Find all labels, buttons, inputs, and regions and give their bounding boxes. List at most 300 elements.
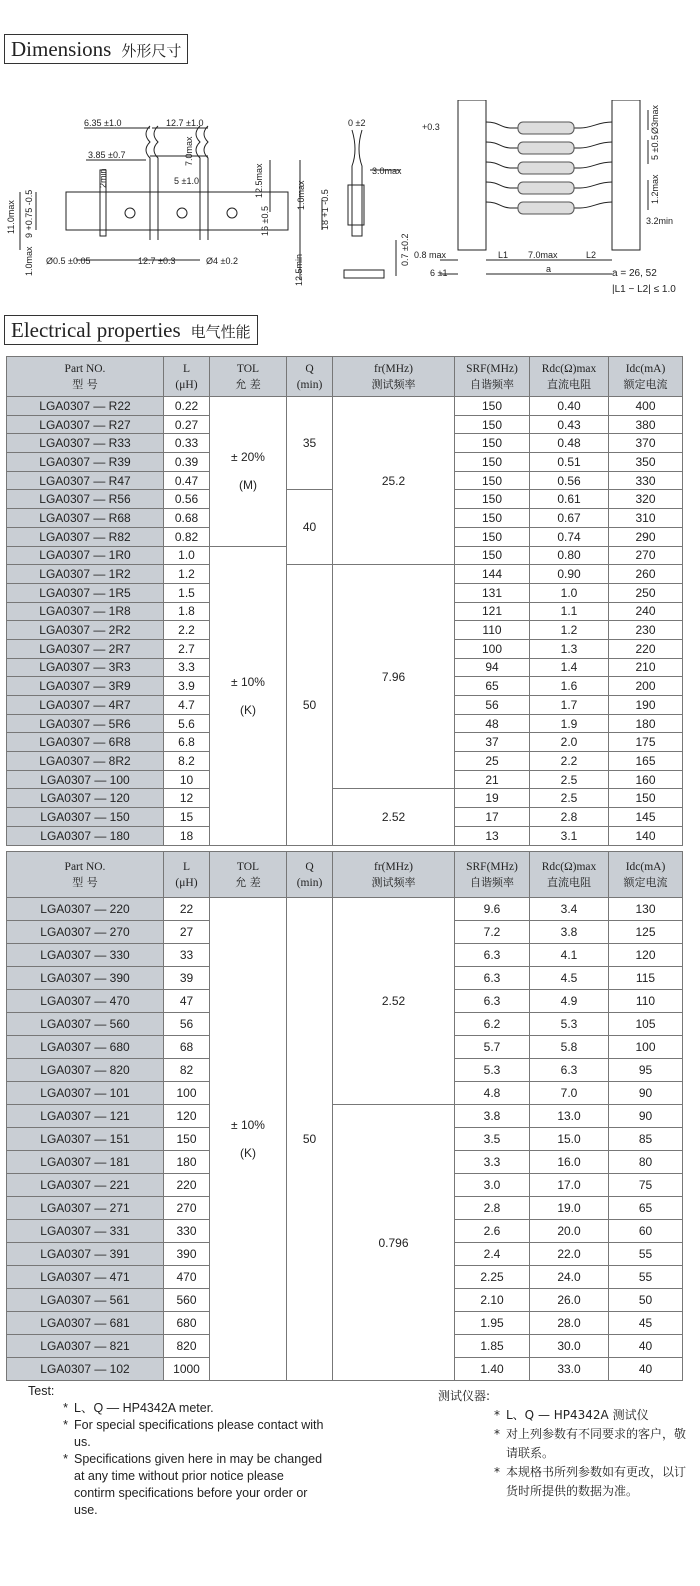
srf: 2.8 — [455, 1197, 530, 1220]
srf: 150 — [455, 453, 530, 472]
rdc: 15.0 — [530, 1128, 609, 1151]
part-number: LGA0307 — R39 — [7, 453, 164, 472]
part-number: LGA0307 — 271 — [7, 1197, 164, 1220]
tolerance-value: ± 10% — [231, 674, 265, 689]
col-rdc: Rdc(Ω)max 直流电阻 — [530, 852, 609, 898]
rdc: 20.0 — [530, 1220, 609, 1243]
table-row — [7, 1105, 683, 1128]
q-min — [287, 898, 333, 1381]
rdc: 24.0 — [530, 1266, 609, 1289]
table-row — [7, 565, 683, 584]
rdc: 3.8 — [530, 921, 609, 944]
test-frequency-value: 2.52 — [381, 809, 406, 824]
dim-label: L1 — [498, 250, 509, 260]
idc: 350 — [609, 453, 683, 472]
rdc: 1.4 — [530, 658, 609, 677]
test-frequency — [333, 789, 455, 845]
tolerance — [210, 898, 287, 1381]
srf: 150 — [455, 415, 530, 434]
idc: 330 — [609, 471, 683, 490]
idc: 145 — [609, 808, 683, 827]
dim-label: 12.7 ±1.0 — [166, 118, 204, 128]
dimensions-title-en: Dimensions — [11, 37, 112, 61]
dim-label: 12.7 ±0.3 — [138, 256, 176, 266]
inductance: 10 — [164, 770, 210, 789]
idc: 180 — [609, 714, 683, 733]
inductance: 150 — [164, 1128, 210, 1151]
inductance: 15 — [164, 808, 210, 827]
q-min-value: 50 — [302, 697, 317, 712]
rdc: 5.8 — [530, 1036, 609, 1059]
idc: 160 — [609, 770, 683, 789]
rdc: 1.6 — [530, 677, 609, 696]
part-number: LGA0307 — 100 — [7, 770, 164, 789]
srf: 3.0 — [455, 1174, 530, 1197]
part-number: LGA0307 — 680 — [7, 1036, 164, 1059]
col-fr: fr(MHz) 测试频率 — [333, 852, 455, 898]
col-fr: fr(MHz) 测试频率 — [333, 357, 455, 397]
col-q: Q (min) — [287, 357, 333, 397]
inductance: 4.7 — [164, 696, 210, 715]
inductance: 680 — [164, 1312, 210, 1335]
rdc: 2.0 — [530, 733, 609, 752]
srf: 121 — [455, 602, 530, 621]
dim-label: 9 +0.75 -0.5 — [24, 189, 34, 238]
part-number: LGA0307 — 561 — [7, 1289, 164, 1312]
inductance: 0.22 — [164, 397, 210, 416]
inductance: 0.33 — [164, 434, 210, 453]
idc: 220 — [609, 639, 683, 658]
dim-label: 3.0max — [372, 166, 402, 176]
notes-title: Test: — [28, 1384, 55, 1398]
table-header-row — [7, 357, 683, 397]
srf: 6.3 — [455, 990, 530, 1013]
rdc: 17.0 — [530, 1174, 609, 1197]
idc: 210 — [609, 658, 683, 677]
idc: 40 — [609, 1335, 683, 1358]
idc: 45 — [609, 1312, 683, 1335]
srf: 19 — [455, 789, 530, 808]
srf: 9.6 — [455, 898, 530, 921]
idc: 370 — [609, 434, 683, 453]
dim-label: Ø4 ±0.2 — [206, 256, 238, 266]
inductance: 270 — [164, 1197, 210, 1220]
rdc: 28.0 — [530, 1312, 609, 1335]
idc: 270 — [609, 546, 683, 565]
test-frequency — [333, 565, 455, 789]
rdc: 30.0 — [530, 1335, 609, 1358]
idc: 40 — [609, 1358, 683, 1381]
idc: 90 — [609, 1082, 683, 1105]
col-idc: Idc(mA) 额定电流 — [609, 357, 683, 397]
srf: 150 — [455, 397, 530, 416]
srf: 6.3 — [455, 944, 530, 967]
electrical-title-en: Electrical properties — [11, 318, 181, 342]
dim-label: 5 ±0.5 — [650, 135, 660, 160]
inductance: 1.8 — [164, 602, 210, 621]
idc: 55 — [609, 1266, 683, 1289]
inductance: 2.7 — [164, 639, 210, 658]
idc: 80 — [609, 1151, 683, 1174]
test-notes-zh — [438, 1387, 688, 1501]
srf: 2.6 — [455, 1220, 530, 1243]
table-row — [7, 397, 683, 416]
inductance: 390 — [164, 1243, 210, 1266]
dim-label: 1.2max — [650, 174, 660, 204]
rdc: 0.74 — [530, 527, 609, 546]
rdc: 4.5 — [530, 967, 609, 990]
dim-label: 1.0max — [296, 180, 306, 210]
inductance: 120 — [164, 1105, 210, 1128]
srf: 17 — [455, 808, 530, 827]
rdc: 16.0 — [530, 1151, 609, 1174]
inductance: 82 — [164, 1059, 210, 1082]
srf: 3.8 — [455, 1105, 530, 1128]
srf: 2.4 — [455, 1243, 530, 1266]
inductance: 1.5 — [164, 583, 210, 602]
srf: 144 — [455, 565, 530, 584]
dim-label: +0.3 — [422, 122, 440, 132]
note-item: * L、Q — HP4342A meter. — [63, 1401, 214, 1415]
part-number: LGA0307 — 121 — [7, 1105, 164, 1128]
inductance: 1.0 — [164, 546, 210, 565]
dim-label: 0.7 ±0.2 — [400, 233, 410, 266]
col-idc: Idc(mA) 额定电流 — [609, 852, 683, 898]
srf: 94 — [455, 658, 530, 677]
dimensions-title-zh: 外形尺寸 — [121, 42, 182, 60]
q-min — [287, 565, 333, 845]
part-number: LGA0307 — 150 — [7, 808, 164, 827]
tolerance-sub: (M) — [239, 478, 257, 493]
srf: 150 — [455, 509, 530, 528]
spec-table-2 — [6, 851, 683, 1381]
tolerance — [210, 397, 287, 547]
srf: 3.3 — [455, 1151, 530, 1174]
idc: 120 — [609, 944, 683, 967]
part-number: LGA0307 — R47 — [7, 471, 164, 490]
col-q: Q (min) — [287, 852, 333, 898]
part-number: LGA0307 — R56 — [7, 490, 164, 509]
part-number: LGA0307 — 151 — [7, 1128, 164, 1151]
srf: 25 — [455, 752, 530, 771]
rdc: 1.1 — [530, 602, 609, 621]
q-min-value: 50 — [302, 1132, 317, 1146]
rdc: 0.43 — [530, 415, 609, 434]
srf: 56 — [455, 696, 530, 715]
inductance: 22 — [164, 898, 210, 921]
idc: 320 — [609, 490, 683, 509]
notes-title: 测试仪器: — [438, 1389, 491, 1403]
tolerance — [210, 546, 287, 845]
idc: 95 — [609, 1059, 683, 1082]
srf: 100 — [455, 639, 530, 658]
srf: 150 — [455, 490, 530, 509]
inductance: 56 — [164, 1013, 210, 1036]
idc: 105 — [609, 1013, 683, 1036]
dim-label: Ø3max — [650, 104, 660, 134]
idc: 75 — [609, 1174, 683, 1197]
part-number: LGA0307 — R68 — [7, 509, 164, 528]
dimensions-heading — [4, 34, 188, 64]
dim-label: 18 +1 -0.5 — [320, 189, 330, 230]
dim-label: a = 26, 52 — [612, 268, 657, 279]
inductance: 2.2 — [164, 621, 210, 640]
inductance: 12 — [164, 789, 210, 808]
col-tol: TOL 允 差 — [210, 852, 287, 898]
inductance: 330 — [164, 1220, 210, 1243]
rdc: 0.40 — [530, 397, 609, 416]
srf: 4.8 — [455, 1082, 530, 1105]
idc: 65 — [609, 1197, 683, 1220]
rdc: 1.0 — [530, 583, 609, 602]
idc: 260 — [609, 565, 683, 584]
idc: 230 — [609, 621, 683, 640]
dim-label: 6 ±1 — [430, 268, 448, 278]
rdc: 4.9 — [530, 990, 609, 1013]
idc: 130 — [609, 898, 683, 921]
inductance: 8.2 — [164, 752, 210, 771]
part-number: LGA0307 — 2R7 — [7, 639, 164, 658]
idc: 250 — [609, 583, 683, 602]
dim-label: 3.2min — [646, 216, 674, 226]
col-rdc: Rdc(Ω)max 直流电阻 — [530, 357, 609, 397]
dim-label: 11.0max — [6, 200, 16, 234]
srf: 6.3 — [455, 967, 530, 990]
tolerance-value: ± 10% — [231, 1118, 265, 1132]
rdc: 0.51 — [530, 453, 609, 472]
inductance: 1000 — [164, 1358, 210, 1381]
srf: 37 — [455, 733, 530, 752]
note-item: * 对上列参数有不同要求的客户，敬请联系。 — [494, 1427, 687, 1460]
part-number: LGA0307 — 221 — [7, 1174, 164, 1197]
inductance: 100 — [164, 1082, 210, 1105]
srf: 7.2 — [455, 921, 530, 944]
part-number: LGA0307 — 4R7 — [7, 696, 164, 715]
rdc: 13.0 — [530, 1105, 609, 1128]
idc: 100 — [609, 1036, 683, 1059]
inductance: 180 — [164, 1151, 210, 1174]
idc: 175 — [609, 733, 683, 752]
part-number: LGA0307 — 1R5 — [7, 583, 164, 602]
srf: 1.40 — [455, 1358, 530, 1381]
inductance: 820 — [164, 1335, 210, 1358]
part-number: LGA0307 — 471 — [7, 1266, 164, 1289]
dim-label: 12.5max — [254, 163, 264, 198]
part-number: LGA0307 — 330 — [7, 944, 164, 967]
idc: 310 — [609, 509, 683, 528]
idc: 140 — [609, 826, 683, 845]
q-min-value: 40 — [302, 520, 317, 535]
part-number: LGA0307 — 390 — [7, 967, 164, 990]
test-frequency-value: 25.2 — [381, 473, 406, 488]
part-number: LGA0307 — 102 — [7, 1358, 164, 1381]
part-number: LGA0307 — 5R6 — [7, 714, 164, 733]
rdc: 6.3 — [530, 1059, 609, 1082]
idc: 400 — [609, 397, 683, 416]
dim-label: 7.0max — [184, 136, 194, 166]
rdc: 0.80 — [530, 546, 609, 565]
rdc: 0.90 — [530, 565, 609, 584]
srf: 65 — [455, 677, 530, 696]
srf: 5.7 — [455, 1036, 530, 1059]
rdc: 33.0 — [530, 1358, 609, 1381]
idc: 200 — [609, 677, 683, 696]
note-item: * L、Q — HP4342A 测试仪 — [494, 1408, 649, 1422]
rdc: 0.61 — [530, 490, 609, 509]
srf: 5.3 — [455, 1059, 530, 1082]
srf: 3.5 — [455, 1128, 530, 1151]
col-tol: TOL 允 差 — [210, 357, 287, 397]
rdc: 3.1 — [530, 826, 609, 845]
test-frequency-value: 0.796 — [378, 1235, 409, 1250]
srf: 110 — [455, 621, 530, 640]
dim-label: a — [546, 264, 552, 274]
rdc: 1.2 — [530, 621, 609, 640]
tolerance-sub: (K) — [240, 702, 256, 717]
idc: 50 — [609, 1289, 683, 1312]
inductance: 27 — [164, 921, 210, 944]
part-number: LGA0307 — 3R3 — [7, 658, 164, 677]
test-frequency — [333, 898, 455, 1105]
inductance: 0.27 — [164, 415, 210, 434]
note-item: * 本规格书所列参数如有更改，以订货时所提供的数据为准。 — [494, 1465, 687, 1498]
dim-label: 3.85 ±0.7 — [88, 150, 126, 160]
inductance: 220 — [164, 1174, 210, 1197]
idc: 165 — [609, 752, 683, 771]
part-number: LGA0307 — 2R2 — [7, 621, 164, 640]
inductance: 1.2 — [164, 565, 210, 584]
rdc: 22.0 — [530, 1243, 609, 1266]
rdc: 0.56 — [530, 471, 609, 490]
inductance: 18 — [164, 826, 210, 845]
srf: 2.25 — [455, 1266, 530, 1289]
part-number: LGA0307 — 270 — [7, 921, 164, 944]
part-number: LGA0307 — 821 — [7, 1335, 164, 1358]
test-frequency-value: 2.52 — [381, 994, 406, 1008]
note-item: * Specifications given here in may be changed at any time without prior notice please contirm specifications before your order or use. — [63, 1452, 323, 1517]
rdc: 1.3 — [530, 639, 609, 658]
rdc: 2.2 — [530, 752, 609, 771]
dim-label: Ø0.5 ±0.05 — [46, 256, 91, 266]
idc: 55 — [609, 1243, 683, 1266]
col-l: L (μH) — [164, 357, 210, 397]
test-frequency — [333, 1105, 455, 1381]
part-number: LGA0307 — R82 — [7, 527, 164, 546]
q-min-value: 35 — [302, 436, 317, 451]
dim-label: 1.0max — [24, 246, 34, 276]
idc: 380 — [609, 415, 683, 434]
dim-label: 7.0max — [528, 250, 558, 260]
srf: 1.95 — [455, 1312, 530, 1335]
col-srf: SRF(MHz) 自谐频率 — [455, 852, 530, 898]
part-number: LGA0307 — 681 — [7, 1312, 164, 1335]
rdc: 5.3 — [530, 1013, 609, 1036]
inductance: 560 — [164, 1289, 210, 1312]
dim-label: 16 ±0.5 — [260, 206, 270, 236]
test-frequency — [333, 397, 455, 565]
rdc: 19.0 — [530, 1197, 609, 1220]
part-number: LGA0307 — 120 — [7, 789, 164, 808]
table-header-row — [7, 852, 683, 898]
inductance: 3.3 — [164, 658, 210, 677]
part-number: LGA0307 — R33 — [7, 434, 164, 453]
part-number: LGA0307 — 331 — [7, 1220, 164, 1243]
part-number: LGA0307 — 1R2 — [7, 565, 164, 584]
col-part: Part NO. 型 号 — [7, 357, 164, 397]
inductance: 0.82 — [164, 527, 210, 546]
inductance: 3.9 — [164, 677, 210, 696]
inductance: 68 — [164, 1036, 210, 1059]
idc: 190 — [609, 696, 683, 715]
table-row — [7, 789, 683, 808]
table-row — [7, 898, 683, 921]
srf: 21 — [455, 770, 530, 789]
idc: 290 — [609, 527, 683, 546]
part-number: LGA0307 — 3R9 — [7, 677, 164, 696]
q-min — [287, 490, 333, 565]
part-number: LGA0307 — 1R8 — [7, 602, 164, 621]
col-srf: SRF(MHz) 自谐频率 — [455, 357, 530, 397]
dim-label: 2min — [98, 168, 108, 188]
rdc: 2.5 — [530, 789, 609, 808]
part-number: LGA0307 — 820 — [7, 1059, 164, 1082]
idc: 110 — [609, 990, 683, 1013]
rdc: 2.8 — [530, 808, 609, 827]
dim-label: 12.5min — [294, 253, 304, 286]
part-number: LGA0307 — 181 — [7, 1151, 164, 1174]
dim-label: L2 — [586, 250, 597, 260]
dim-label: 0.8 max — [414, 250, 447, 260]
part-number: LGA0307 — 220 — [7, 898, 164, 921]
q-min — [287, 397, 333, 490]
part-number: LGA0307 — 8R2 — [7, 752, 164, 771]
srf: 6.2 — [455, 1013, 530, 1036]
idc: 115 — [609, 967, 683, 990]
idc: 240 — [609, 602, 683, 621]
idc: 150 — [609, 789, 683, 808]
idc: 90 — [609, 1105, 683, 1128]
srf: 150 — [455, 546, 530, 565]
srf: 150 — [455, 527, 530, 546]
dim-label: 5 ±1.0 — [174, 176, 199, 186]
inductance: 0.56 — [164, 490, 210, 509]
inductance: 33 — [164, 944, 210, 967]
srf: 150 — [455, 471, 530, 490]
part-number: LGA0307 — 101 — [7, 1082, 164, 1105]
part-number: LGA0307 — 470 — [7, 990, 164, 1013]
note-item: * For special specifications please contact with us. — [63, 1418, 324, 1449]
part-number: LGA0307 — 1R0 — [7, 546, 164, 565]
part-number: LGA0307 — R22 — [7, 397, 164, 416]
srf: 150 — [455, 434, 530, 453]
srf: 48 — [455, 714, 530, 733]
inductance: 47 — [164, 990, 210, 1013]
idc: 85 — [609, 1128, 683, 1151]
rdc: 0.67 — [530, 509, 609, 528]
dim-label: |L1 − L2| ≤ 1.0 — [612, 284, 676, 295]
spec-table-1 — [6, 356, 683, 846]
part-number: LGA0307 — R27 — [7, 415, 164, 434]
test-notes-en — [28, 1383, 328, 1519]
srf: 2.10 — [455, 1289, 530, 1312]
electrical-heading — [4, 315, 258, 345]
idc: 125 — [609, 921, 683, 944]
col-l: L (μH) — [164, 852, 210, 898]
srf: 13 — [455, 826, 530, 845]
part-number: LGA0307 — 6R8 — [7, 733, 164, 752]
inductance: 470 — [164, 1266, 210, 1289]
test-frequency-value: 7.96 — [381, 669, 406, 684]
